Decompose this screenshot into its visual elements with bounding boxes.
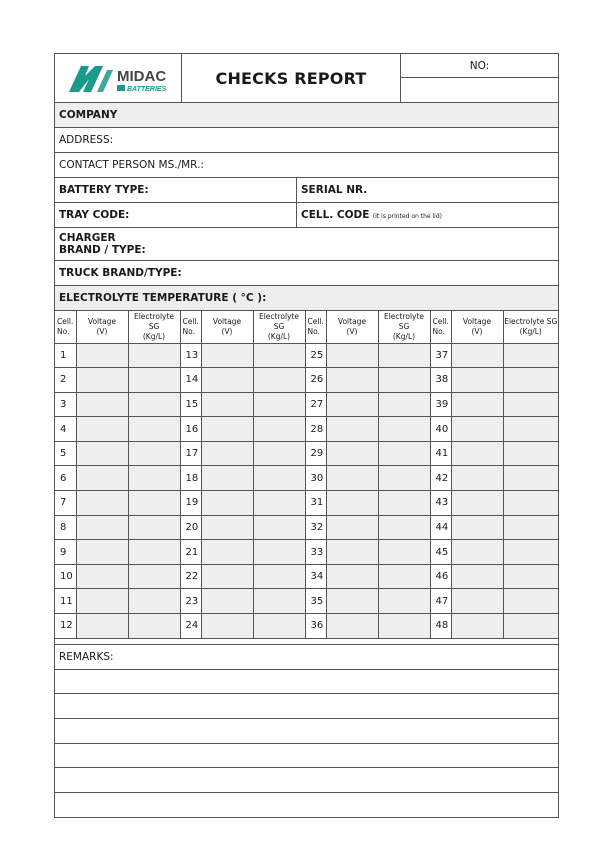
cell-number: 34: [305, 564, 326, 589]
cell-number: 35: [305, 589, 326, 614]
electrolyte-temp-label: ELECTROLYTE TEMPERATURE ( °C ):: [59, 292, 267, 304]
voltage-entry[interactable]: [451, 589, 503, 614]
electrolyte-sg-entry[interactable]: [128, 343, 180, 368]
electrolyte-sg-entry[interactable]: [253, 392, 305, 417]
cell-number: 30: [305, 466, 326, 491]
voltage-entry[interactable]: [326, 589, 378, 614]
voltage-entry[interactable]: [201, 466, 253, 491]
cell-number: 33: [305, 540, 326, 565]
remarks-line[interactable]: [55, 694, 558, 719]
cell-number: 43: [430, 491, 451, 516]
electrolyte-sg-entry[interactable]: [378, 540, 430, 565]
electrolyte-sg-entry[interactable]: [128, 515, 180, 540]
voltage-entry[interactable]: [201, 515, 253, 540]
table-row: [55, 491, 558, 516]
voltage-entry[interactable]: [326, 614, 378, 639]
charger-label-2: BRAND / TYPE:: [59, 244, 146, 256]
checks-report-form: [54, 53, 559, 818]
charger-row[interactable]: [55, 228, 558, 261]
voltage-entry[interactable]: [451, 466, 503, 491]
column-header-cell-no: Cell. No.: [430, 311, 451, 343]
cell-number: 19: [180, 491, 201, 516]
cell-number: 6: [55, 466, 76, 491]
electrolyte-sg-entry[interactable]: [378, 466, 430, 491]
electrolyte-sg-entry[interactable]: [503, 466, 558, 491]
cell-number: 29: [305, 441, 326, 466]
column-header-electrolyte-sg: Electrolyte SG (Kg/L): [378, 311, 430, 343]
cell-number: 26: [305, 368, 326, 393]
remarks-line[interactable]: [55, 793, 558, 818]
electrolyte-sg-entry[interactable]: [378, 564, 430, 589]
battery-serial-row[interactable]: [55, 178, 558, 203]
cell-number: 11: [55, 589, 76, 614]
electrolyte-sg-entry[interactable]: [128, 614, 180, 639]
midac-logo-icon: [67, 62, 177, 96]
voltage-entry[interactable]: [76, 515, 128, 540]
cell-number: 9: [55, 540, 76, 565]
voltage-entry[interactable]: [201, 564, 253, 589]
serial-label: SERIAL NR.: [301, 184, 368, 196]
table-row: [55, 368, 558, 393]
truck-row[interactable]: [55, 261, 558, 286]
voltage-entry[interactable]: [451, 515, 503, 540]
cell-number: 10: [55, 564, 76, 589]
cell-code-note: (It is printed on the lid): [372, 213, 442, 220]
electrolyte-sg-entry[interactable]: [503, 441, 558, 466]
voltage-entry[interactable]: [201, 417, 253, 442]
cell-number: 36: [305, 614, 326, 639]
column-header-electrolyte-sg: Electrolyte SG (Kg/L): [503, 311, 558, 343]
voltage-entry[interactable]: [201, 343, 253, 368]
electrolyte-sg-entry[interactable]: [378, 614, 430, 639]
voltage-entry[interactable]: [76, 540, 128, 565]
cell-number: 32: [305, 515, 326, 540]
electrolyte-temp-row[interactable]: [55, 286, 558, 311]
voltage-entry[interactable]: [451, 614, 503, 639]
number-cell[interactable]: [401, 54, 558, 102]
voltage-entry[interactable]: [326, 417, 378, 442]
cells-table: [55, 311, 558, 639]
voltage-entry[interactable]: [326, 441, 378, 466]
cell-number: 37: [430, 343, 451, 368]
electrolyte-sg-entry[interactable]: [253, 614, 305, 639]
voltage-entry[interactable]: [451, 441, 503, 466]
cell-number: 31: [305, 491, 326, 516]
company-label: COMPANY: [59, 109, 118, 121]
cell-number: 12: [55, 614, 76, 639]
electrolyte-sg-entry[interactable]: [253, 564, 305, 589]
electrolyte-sg-entry[interactable]: [253, 491, 305, 516]
electrolyte-sg-entry[interactable]: [128, 491, 180, 516]
column-header-voltage: Voltage (V): [451, 311, 503, 343]
cell-number: 18: [180, 466, 201, 491]
cell-number: 16: [180, 417, 201, 442]
address-row[interactable]: [55, 128, 558, 153]
cell-number: 2: [55, 368, 76, 393]
remarks-line[interactable]: [55, 768, 558, 793]
cell-number: 44: [430, 515, 451, 540]
electrolyte-sg-entry[interactable]: [503, 540, 558, 565]
cell-number: 46: [430, 564, 451, 589]
cell-number: 17: [180, 441, 201, 466]
voltage-entry[interactable]: [76, 441, 128, 466]
cell-code-label: CELL. CODE: [301, 209, 370, 221]
electrolyte-sg-entry[interactable]: [503, 614, 558, 639]
electrolyte-sg-entry[interactable]: [503, 417, 558, 442]
voltage-entry[interactable]: [326, 343, 378, 368]
electrolyte-sg-entry[interactable]: [253, 368, 305, 393]
voltage-entry[interactable]: [451, 417, 503, 442]
voltage-entry[interactable]: [201, 540, 253, 565]
voltage-entry[interactable]: [201, 368, 253, 393]
remarks-line[interactable]: [55, 744, 558, 769]
brand-sub: BATTERIES: [127, 86, 167, 93]
tray-code-label: TRAY CODE:: [59, 209, 130, 221]
cell-number: 3: [55, 392, 76, 417]
cell-number: 20: [180, 515, 201, 540]
remarks-label[interactable]: REMARKS:: [55, 645, 558, 670]
electrolyte-sg-entry[interactable]: [253, 540, 305, 565]
cell-number: 42: [430, 466, 451, 491]
voltage-entry[interactable]: [326, 515, 378, 540]
voltage-entry[interactable]: [326, 368, 378, 393]
cell-number: 1: [55, 343, 76, 368]
voltage-entry[interactable]: [76, 417, 128, 442]
electrolyte-sg-entry[interactable]: [253, 417, 305, 442]
electrolyte-sg-entry[interactable]: [253, 515, 305, 540]
header-row: [55, 54, 558, 103]
voltage-entry[interactable]: [451, 491, 503, 516]
voltage-entry[interactable]: [76, 589, 128, 614]
address-label: ADDRESS:: [59, 134, 114, 146]
cell-number: 45: [430, 540, 451, 565]
electrolyte-sg-entry[interactable]: [503, 368, 558, 393]
logo-cell: [55, 54, 182, 102]
cell-number: 41: [430, 441, 451, 466]
column-header-cell-no: Cell. No.: [180, 311, 201, 343]
electrolyte-sg-entry[interactable]: [378, 343, 430, 368]
table-row: [55, 441, 558, 466]
cell-number: 13: [180, 343, 201, 368]
cell-number: 47: [430, 589, 451, 614]
voltage-entry[interactable]: [76, 614, 128, 639]
table-row: [55, 343, 558, 368]
voltage-entry[interactable]: [326, 392, 378, 417]
electrolyte-sg-entry[interactable]: [128, 466, 180, 491]
cell-number: 22: [180, 564, 201, 589]
column-header-voltage: Voltage (V): [76, 311, 128, 343]
remarks-line[interactable]: [55, 670, 558, 695]
cell-number: 24: [180, 614, 201, 639]
voltage-entry[interactable]: [326, 491, 378, 516]
table-row: [55, 466, 558, 491]
cell-code-cell[interactable]: [296, 203, 442, 227]
electrolyte-sg-entry[interactable]: [378, 441, 430, 466]
electrolyte-sg-entry[interactable]: [503, 491, 558, 516]
voltage-entry[interactable]: [451, 564, 503, 589]
electrolyte-sg-entry[interactable]: [503, 515, 558, 540]
table-row: [55, 589, 558, 614]
voltage-entry[interactable]: [201, 392, 253, 417]
voltage-entry[interactable]: [201, 491, 253, 516]
voltage-entry[interactable]: [451, 540, 503, 565]
cell-number: 7: [55, 491, 76, 516]
column-header-electrolyte-sg: Electrolyte SG (Kg/L): [253, 311, 305, 343]
voltage-entry[interactable]: [76, 368, 128, 393]
number-label: NO:: [401, 54, 558, 78]
electrolyte-sg-entry[interactable]: [378, 368, 430, 393]
electrolyte-sg-entry[interactable]: [128, 441, 180, 466]
voltage-entry[interactable]: [76, 466, 128, 491]
cell-number: 27: [305, 392, 326, 417]
column-header-cell-no: Cell. No.: [305, 311, 326, 343]
electrolyte-sg-entry[interactable]: [253, 441, 305, 466]
table-row: [55, 515, 558, 540]
electrolyte-sg-entry[interactable]: [128, 392, 180, 417]
column-header-electrolyte-sg: Electrolyte SG (Kg/L): [128, 311, 180, 343]
table-header-row: [55, 311, 558, 343]
voltage-entry[interactable]: [76, 491, 128, 516]
cell-number: 15: [180, 392, 201, 417]
report-title: CHECKS REPORT: [182, 54, 401, 102]
electrolyte-sg-entry[interactable]: [253, 466, 305, 491]
voltage-entry[interactable]: [326, 466, 378, 491]
electrolyte-sg-entry[interactable]: [128, 589, 180, 614]
column-header-cell-no: Cell. No.: [55, 311, 76, 343]
voltage-entry[interactable]: [451, 343, 503, 368]
table-row: [55, 614, 558, 639]
tray-cell-row[interactable]: [55, 203, 558, 228]
column-header-voltage: Voltage (V): [201, 311, 253, 343]
cell-number: 28: [305, 417, 326, 442]
voltage-entry[interactable]: [201, 441, 253, 466]
battery-type-label: BATTERY TYPE:: [59, 184, 149, 196]
electrolyte-sg-entry[interactable]: [503, 392, 558, 417]
voltage-entry[interactable]: [326, 564, 378, 589]
electrolyte-sg-entry[interactable]: [253, 343, 305, 368]
electrolyte-sg-entry[interactable]: [503, 589, 558, 614]
cell-number: 4: [55, 417, 76, 442]
remarks-line[interactable]: [55, 719, 558, 744]
electrolyte-sg-entry[interactable]: [503, 343, 558, 368]
company-row[interactable]: [55, 103, 558, 128]
electrolyte-sg-entry[interactable]: [378, 589, 430, 614]
electrolyte-sg-entry[interactable]: [503, 564, 558, 589]
electrolyte-sg-entry[interactable]: [253, 589, 305, 614]
table-row: [55, 392, 558, 417]
table-row: [55, 564, 558, 589]
column-header-voltage: Voltage (V): [326, 311, 378, 343]
truck-label: TRUCK BRAND/TYPE:: [59, 267, 182, 279]
contact-row[interactable]: [55, 153, 558, 178]
voltage-entry[interactable]: [76, 343, 128, 368]
voltage-entry[interactable]: [326, 540, 378, 565]
cell-number: 14: [180, 368, 201, 393]
voltage-entry[interactable]: [76, 392, 128, 417]
table-row: [55, 417, 558, 442]
table-row: [55, 540, 558, 565]
cell-number: 48: [430, 614, 451, 639]
cell-number: 8: [55, 515, 76, 540]
cell-number: 23: [180, 589, 201, 614]
cell-number: 21: [180, 540, 201, 565]
voltage-entry[interactable]: [451, 368, 503, 393]
voltage-entry[interactable]: [201, 589, 253, 614]
electrolyte-sg-entry[interactable]: [378, 515, 430, 540]
cell-number: 25: [305, 343, 326, 368]
electrolyte-sg-entry[interactable]: [128, 564, 180, 589]
electrolyte-sg-entry[interactable]: [378, 417, 430, 442]
electrolyte-sg-entry[interactable]: [378, 491, 430, 516]
electrolyte-sg-entry[interactable]: [378, 392, 430, 417]
voltage-entry[interactable]: [201, 614, 253, 639]
charger-label-1: CHARGER: [59, 232, 116, 244]
brand-name: MIDAC: [117, 68, 167, 85]
table-body: [55, 343, 558, 638]
electrolyte-sg-entry[interactable]: [128, 540, 180, 565]
cell-number: 5: [55, 441, 76, 466]
cell-number: 39: [430, 392, 451, 417]
cell-number: 38: [430, 368, 451, 393]
serial-cell[interactable]: [296, 178, 368, 202]
electrolyte-sg-entry[interactable]: [128, 417, 180, 442]
electrolyte-sg-entry[interactable]: [128, 368, 180, 393]
voltage-entry[interactable]: [76, 564, 128, 589]
voltage-entry[interactable]: [451, 392, 503, 417]
contact-label: CONTACT PERSON MS./MR.:: [59, 159, 204, 171]
cell-number: 40: [430, 417, 451, 442]
remarks-section: [55, 644, 558, 818]
